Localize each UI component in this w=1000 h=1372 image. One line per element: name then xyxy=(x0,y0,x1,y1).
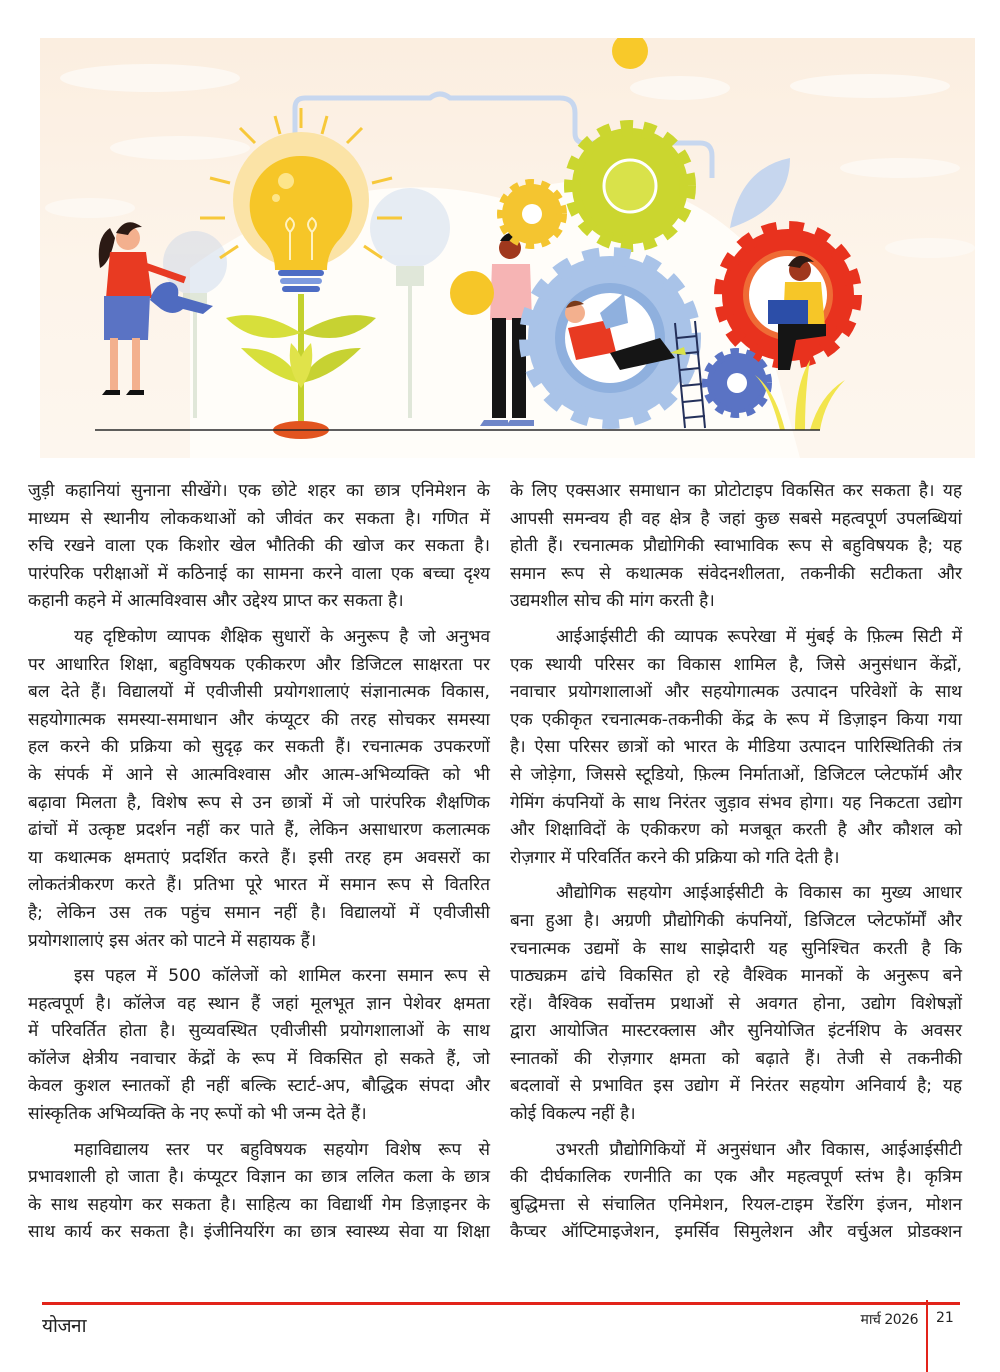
text-line: की दीर्घकालिक रणनीति का एक और महत्वपूर्ण स्तंभ है। कृत्रिम xyxy=(510,1167,962,1188)
text-line: के साथ सहयोग कर सकता है। साहित्य का विद्यार्थी गेम डिज़ाइनर के xyxy=(28,1194,490,1215)
text-line: ढांचों में उत्कृष्ट प्रदर्शन नहीं कर पाते हैं, लेकिन असाधारण कलात्मक xyxy=(28,820,490,841)
text-line: रुचि रखने वाला एक किशोर खेल भौतिकी की खोज कर सकता है। xyxy=(28,536,490,557)
text-line: बना हुआ है। अग्रणी प्रौद्योगिकी कंपनियों, डिजिटल प्लेटफॉर्मों और xyxy=(510,910,962,931)
text-line: बुद्धिमत्ता से संचालित एनिमेशन, रियल-टाइम रेंडरिंग इंजन, मोशन xyxy=(510,1194,962,1215)
text-line: में परिवर्तित होता है। सुव्यवस्थित एवीजीसी प्रयोगशालाओं के साथ xyxy=(28,1021,490,1042)
text-line: यह दृष्टिकोण व्यापक शैक्षिक सुधारों के अनुरूप है जो अनुभव xyxy=(74,626,490,647)
text-line: है। ऐसा परिसर छात्रों को भारत के मीडिया उत्पादन पारिस्थितिकी तंत्र xyxy=(510,737,962,758)
text-line: गेमिंग कंपनियों के साथ निरंतर जुड़ाव संभव होगा। यह निकटता उद्योग xyxy=(510,792,962,813)
paragraph xyxy=(28,624,490,955)
text-line: प्रभावशाली हो जाता है। कंप्यूटर विज्ञान का छात्र ललित कला के छात्र xyxy=(28,1167,490,1188)
text-line: से जोड़ेगा, जिससे स्टूडियो, फ़िल्म निर्माताओं, डिजिटल प्लेटफॉर्म और xyxy=(510,764,962,785)
footer-rule xyxy=(42,1302,960,1305)
gear-icon xyxy=(502,184,562,244)
article-column-left xyxy=(28,478,490,1255)
text-line: के लिए एक्सआर समाधान का प्रोटोटाइप विकसित कर सकता है। यह xyxy=(510,481,962,501)
footer-divider xyxy=(926,1300,928,1372)
text-line: साथ कार्य कर सकता है। इंजीनियरिंग का छात्र स्वास्थ्य सेवा या शिक्षा xyxy=(28,1222,490,1243)
text-line: होती हैं। रचनात्मक प्रौद्योगिकी स्वाभाविक रूप से बहुविषयक है; यह xyxy=(510,536,962,557)
text-line: पर आधारित शिक्षा, बहुविषयक एकीकरण और डिजिटल साक्षरता पर xyxy=(28,654,490,675)
text-line: औद्योगिक सहयोग आईआईसीटी के विकास का मुख्य आधार xyxy=(556,883,962,904)
text-line: बल देते हैं। विद्यालयों में एवीजीसी प्रयोगशालाएं संज्ञानात्मक विकास, xyxy=(28,682,490,703)
text-line: महत्वपूर्ण है। कॉलेज वह स्थान हैं जहां मूलभूत ज्ञान पेशेवर क्षमता xyxy=(28,993,490,1014)
issue-date: मार्च 2026 xyxy=(860,1312,918,1328)
text-line: एक स्थायी परिसर का विकास शामिल है, जिसे अनुसंधान केंद्रों, xyxy=(510,654,962,675)
text-line: माध्यम से स्थानीय लोककथाओं को जीवंत कर सकता है। गणित में xyxy=(28,508,490,529)
text-line: इस पहल में 500 कॉलेजों को शामिल करना समान रूप से xyxy=(74,966,490,987)
text-line: जुड़ी कहानियां सुनाना सीखेंगे। एक छोटे शहर का छात्र एनिमेशन के xyxy=(28,481,490,501)
text-line: उभरती प्रौद्योगिकियों में अनुसंधान और विकास, आईआईसीटी xyxy=(556,1139,962,1160)
text-line: पाठ्यक्रम ढांचे विकसित हो रहे वैश्विक मानकों के अनुरूप बने xyxy=(510,966,962,987)
text-line: कहानी कहने में आत्मविश्वास और उद्देश्य प्राप्त कर सकता है। xyxy=(28,591,404,612)
paragraph xyxy=(28,1137,490,1247)
text-line: लोकतंत्रीकरण करते हैं। प्रतिभा पूरे भारत में समान रूप से वितरित xyxy=(28,875,490,896)
text-line: कॉलेज क्षेत्रीय नवाचार केंद्रों के रूप में विकसित हो सकते हैं, जो xyxy=(28,1048,490,1069)
sun-icon xyxy=(612,38,648,69)
hero-illustration xyxy=(40,38,975,458)
text-line: नवाचार प्रयोगशालाओं और सहयोगात्मक उत्पादन परिवेशों के साथ xyxy=(510,682,962,703)
text-line: हल करने की प्रक्रिया को सुदृढ़ कर सकती हैं। रचनात्मक उपकरणों xyxy=(28,737,490,758)
text-line: स्नातकों की रोज़गार क्षमता को बढ़ाते हैं। तेजी से तकनीकी xyxy=(510,1048,962,1069)
text-line: सहयोगात्मक समस्या-समाधान और कंप्यूटर की तरह सोचकर समस्या xyxy=(28,709,490,730)
text-line: उद्यमशील सोच की मांग करती है। xyxy=(510,591,715,612)
text-line: या कथात्मक क्षमताएं प्रदर्शित करते हैं। इसी तरह हम अवसरों का xyxy=(28,847,490,868)
text-line: केवल कुशल स्नातकों ही नहीं बल्कि स्टार्ट-अप, बौद्धिक संपदा और xyxy=(28,1076,490,1097)
paragraph xyxy=(510,880,962,1128)
text-line: आपसी समन्वय ही वह क्षेत्र है जहां कुछ सबसे महत्वपूर्ण उपलब्धियां xyxy=(510,508,962,529)
paragraph xyxy=(510,624,962,872)
page-number: 21 xyxy=(936,1310,954,1326)
text-line: और शिक्षाविदों के एकीकरण को मजबूत करती है और कौशल को xyxy=(510,820,962,841)
leaf-icon xyxy=(730,158,790,228)
text-line: सांस्कृतिक अभिव्यक्ति के नए रूपों को भी जन्म देते हैं। xyxy=(28,1104,367,1125)
paragraph xyxy=(28,963,490,1129)
paragraph xyxy=(28,478,490,616)
text-line: आईआईसीटी की व्यापक रूपरेखा में मुंबई के फ़िल्म सिटी में xyxy=(556,626,962,647)
paragraph xyxy=(510,1137,962,1247)
gear-icon xyxy=(707,353,767,413)
text-line: पारंपरिक परीक्षाओं में कठिनाई का सामना करने वाला एक बच्चा दृश्य xyxy=(28,563,490,584)
illustration-svg xyxy=(40,38,975,458)
text-line: रहें। वैश्विक सर्वोत्तम प्रथाओं से अवगत होना, उद्योग विशेषज्ञों xyxy=(510,993,962,1014)
text-line: कैप्चर ऑप्टिमाइजेशन, इमर्सिव सिमुलेशन और वर्चुअल प्रोडक्शन xyxy=(510,1222,962,1243)
text-line: कोई विकल्प नहीं है। xyxy=(510,1104,636,1125)
laptop-icon xyxy=(768,300,808,324)
text-line: रचनात्मक उद्यमों के साथ साझेदारी यह सुनिश्चित करती है कि xyxy=(510,938,962,959)
text-line: है; लेकिन उस तक पहुंच समान नहीं है। विद्यालयों में एवीजीसी xyxy=(28,902,490,923)
text-line: समान रूप से कथात्मक संवेदनशीलता, तकनीकी सटीकता और xyxy=(510,563,962,584)
text-line: महाविद्यालय स्तर पर बहुविषयक सहयोग विशेष रूप से xyxy=(74,1139,490,1160)
text-line: रोज़गार में परिवर्तित करने की प्रक्रिया को गति देती है। xyxy=(510,847,840,868)
text-line: बदलावों से प्रभावित इस उद्योग में निरंतर सहयोग अनिवार्य है; यह xyxy=(510,1076,962,1097)
article-column-right xyxy=(510,478,962,1255)
text-line: प्रयोगशालाएं इस अंतर को पाटने में सहायक हैं। xyxy=(28,930,317,951)
text-line: एक एकीकृत रचनात्मक-तकनीकी केंद्र के रूप में डिज़ाइन किया गया xyxy=(510,709,962,730)
paragraph xyxy=(510,478,962,616)
text-line: द्वारा आयोजित मास्टरक्लास और सुनियोजित इंटर्नशिप के अवसर xyxy=(510,1021,962,1042)
text-line: के संपर्क में आने से आत्मविश्वास और आत्म-अभिव्यक्ति को भी xyxy=(28,764,490,785)
gear-icon xyxy=(572,128,688,244)
publication-name: योजना xyxy=(42,1315,87,1337)
text-line: बढ़ावा मिलता है, विशेष रूप से उन छात्रों में जो पारंपरिक शैक्षणिक xyxy=(28,792,490,813)
